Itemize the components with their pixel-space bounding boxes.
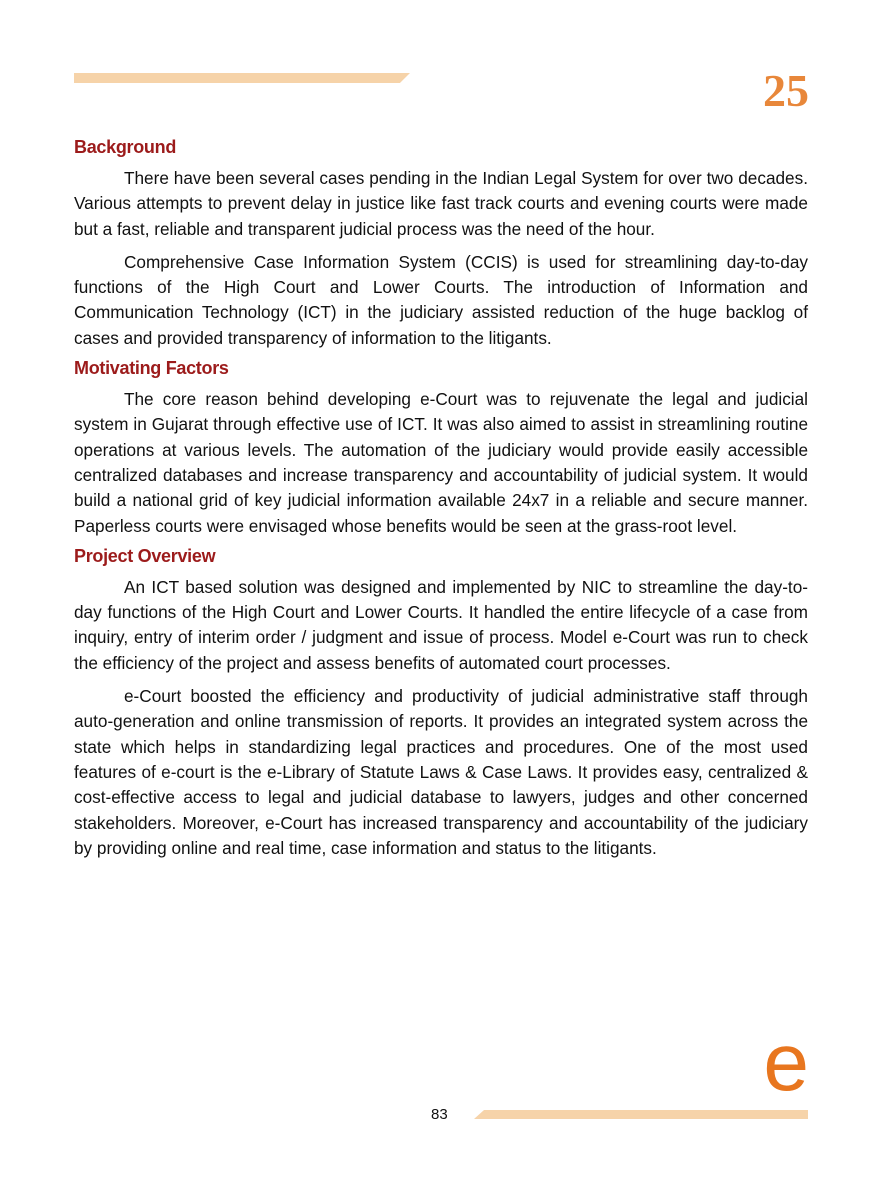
header-decorative-bar xyxy=(74,73,410,83)
section-heading-project-overview: Project Overview xyxy=(74,545,216,566)
e-logo-icon: e xyxy=(763,1017,809,1108)
section-heading-background: Background xyxy=(74,137,177,157)
paragraph: An ICT based solution was designed and implemented by NIC to streamline the day-to-day functions of the High Court and Lower Courts. It handled the entire lifecycle of a case from inquiry, entry of interim order / judgment and issue of process. Model e-Court was run to check the efficiency of the project and assess benefits of automated court processes. xyxy=(74,576,808,673)
paragraph: There have been several cases pending in the Indian Legal System for over two decades. Various attempts to prevent delay in justice like fast track courts and evening courts were made but a fast, reliable and transparent judicial process was the need of the hour. xyxy=(74,168,808,239)
section-heading-motivating-factors: Motivating Factors xyxy=(74,358,229,379)
footer-decorative-bar xyxy=(474,1110,808,1119)
chapter-number: 25 xyxy=(763,65,809,116)
paragraph: e-Court boosted the efficiency and productivity of judicial administrative staff through auto-generation and online transmission of reports. It provides an integrated system across the state which helps in standardizing legal practices and procedures. One of the most used features of e-court is the e-Library of Statute Laws & Case Laws. It provides easy, centralized & cost-effective access to legal and judicial database to lawyers, judges and other concerned stakeholders. Moreover, e-Court has increased transparency and accountability of the judiciary by providing online and real time, case information and status to the litigants. xyxy=(74,686,808,858)
page-number: 83 xyxy=(431,1106,448,1123)
article-body xyxy=(74,134,808,861)
paragraph: Comprehensive Case Information System (CCIS) is used for streamlining day-to-day functions of the High Court and Lower Courts. The introduction of Information and Communication Technology (ICT) in the judiciary assisted reduction of the huge backlog of cases and provided transparency of information to the litigants. xyxy=(74,251,808,348)
paragraph: The core reason behind developing e-Court was to rejuvenate the legal and judicial system in Gujarat through effective use of ICT. It was also aimed to assist in streamlining routine operations at various levels. The automation of the judiciary would provide easily accessible centralized databases and increase transparency and accountability of judicial system. It would build a national grid of key judicial information available 24x7 in a reliable and secure manner. Paperless courts were envisaged whose benefits would be seen at the grass-root level. xyxy=(74,389,808,536)
